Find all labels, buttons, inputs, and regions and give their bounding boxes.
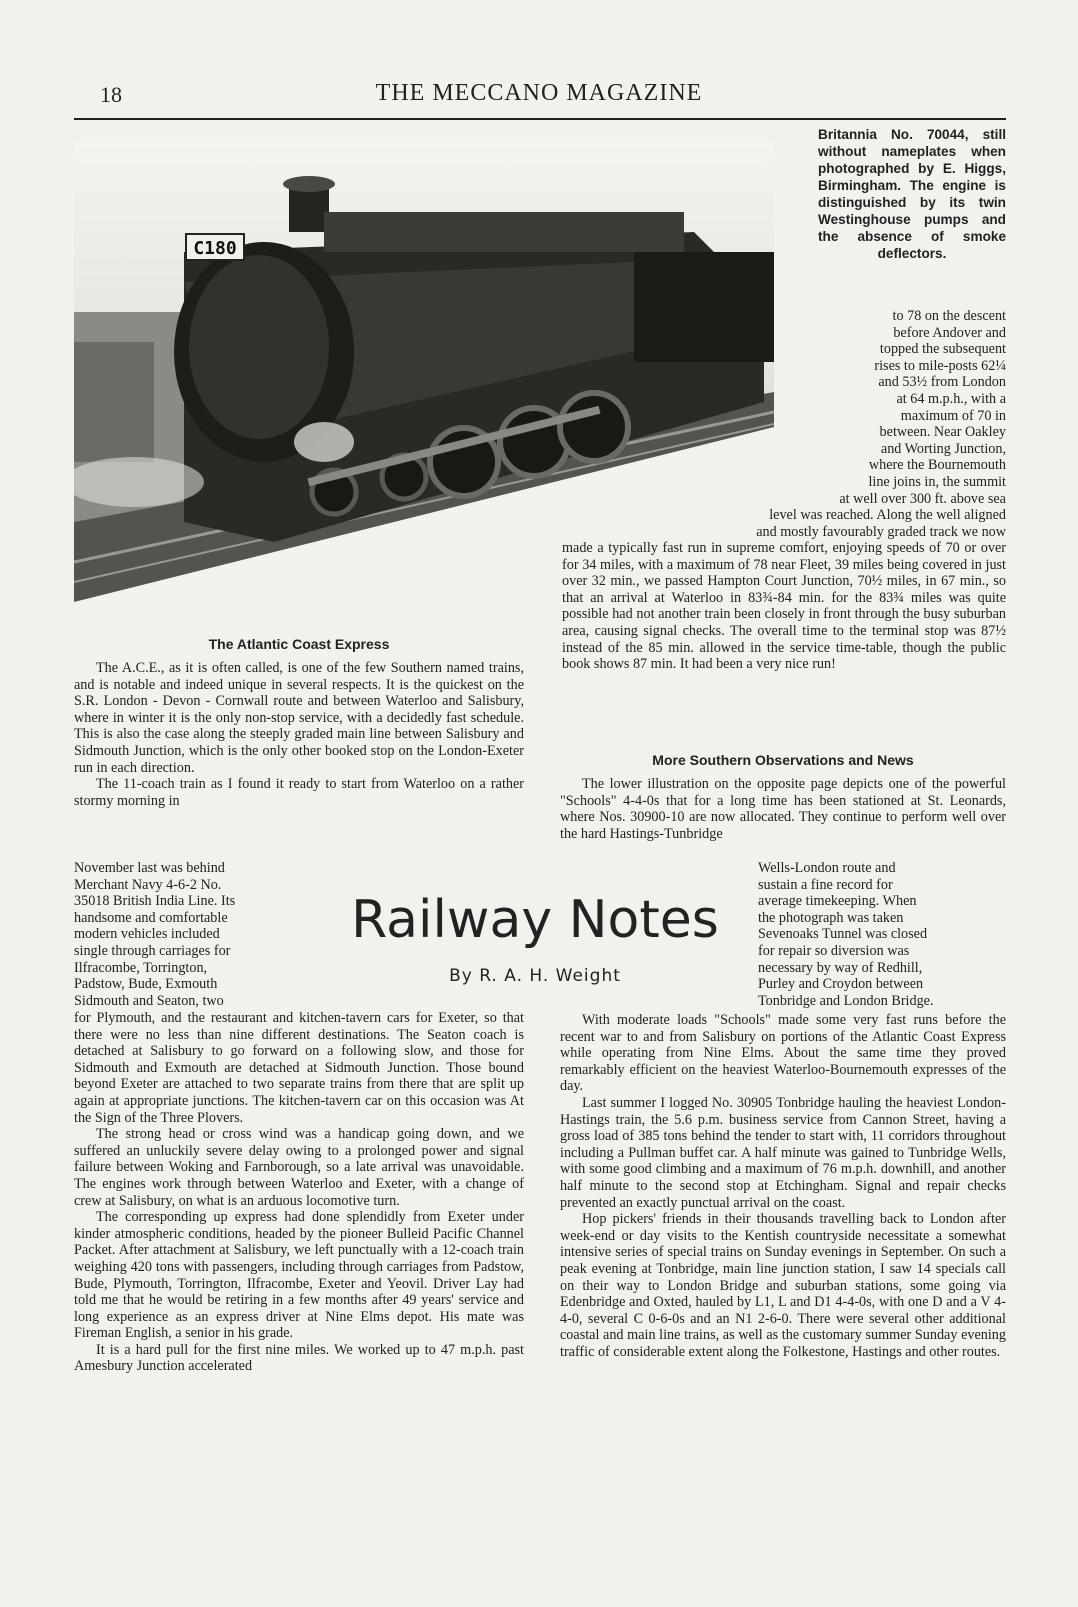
article-title: Railway Notes — [351, 890, 719, 950]
right-column-wrap-text: to 78 on the descent before Andover and topped the subsequent rises to mile-posts 62¼ and 53½ from London at 64 m.p.h., with a maximum of 70 in between. Near Oakley and Worting Junction, where the Bournemouth line joins in, the summit at well over 300 ft. above sea level was reached. Along the well aligned and mostly favourably graded track we now — [756, 308, 1006, 540]
southern-paragraph-3: Last summer I logged No. 30905 Tonbridge hauling the heaviest London-Hastings train, the 5.6 p.m. business service from Cannon Street, having a gross load of 385 tons behind the tender to start with, 11 corridors throughout including a Pullman buffet car. A half minute was gained to Tunbridge Wells, with some good climbing and a maximum of 76 m.p.h. downhill, and another half minute to the second stop at Etchingham. Signal and repair checks prevented an exactly punctual arrival on the coast. — [560, 1094, 1006, 1211]
southern-paragraph-4: Hop pickers' friends in their thousands travelling back to London after week-end or day visits to the Kentish countryside necessitate a somewhat intensive series of special trains on Sunday evenings in September. On such a peak evening at Tonbridge, main line junction station, I saw 14 specials call on their way to London Bridge and suburban stations, some going via Edenbridge and Oxted, hauled by L1, L and D1 4-4-0s, with one D and a V 4-4-0, several C 0-6-0s and an N1 2-6-0. There were several other additional coastal and main line trains, as well as the customary summer Sunday evening traffic of considerable extent along the Folkestone, Hastings and other routes. — [560, 1211, 1006, 1360]
locomotive-number-plate: C180 — [193, 238, 237, 259]
article-byline: By R. A. H. Weight — [449, 966, 621, 986]
section-heading-ace: The Atlantic Coast Express — [208, 636, 390, 652]
left-column-narrow: November last was behind Merchant Navy 4-6-2 No. 35018 British India Line. Its handsome and comfortable modern vehicles included single through carriages for Ilfracombe, Torrington, Padstow, Bude, Exmouth Sidmouth and Seaton, two — [74, 860, 236, 1009]
ace-paragraph-2-rest: for Plymouth, and the restaurant and kitchen-tavern cars for Exeter, so that there were no less than nine different destinations. The Seaton coach is detached at Salisbury to go forward on a following slow, and those for Sidmouth and Exmouth are detached at Sidmouth Junction. Those bound beyond Exeter are attached to two separate trains from there that are split up again at appropriate junctions. The kitchen-tavern car on this occasion was At the Sign of the Three Plovers. — [74, 1010, 524, 1126]
ace-paragraph-2-start: The 11-coach train as I found it ready to start from Waterloo on a rather stormy morning in — [74, 776, 524, 809]
left-column-top — [74, 660, 524, 809]
ace-paragraph-1: The A.C.E., as it is often called, is one of the few Southern named trains, and is notable and indeed unique in several respects. It is the quickest on the S.R. London - Devon - Cornwall route and between Waterloo and Salisbury, where in winter it is the only non-stop service, with a decidedly fast schedule. This is also the case along the steeply graded main line between Salisbury and Sidmouth Junction, which is the only other booked stop on the London-Exeter run in each direction. — [74, 660, 524, 776]
photo-caption: Britannia No. 70044, still without nameplates when photographed by E. Higgs, Birmingham. The engine is distinguished by its twin Westinghouse pumps and the absence of smoke deflectors. — [818, 127, 1006, 261]
left-column-bottom — [74, 1010, 524, 1375]
header-rule — [74, 118, 1006, 120]
right-column-section2-bottom — [560, 1012, 1006, 1360]
right-column-para-run: made a typically fast run in supreme comfort, enjoying speeds of 70 or over for 34 miles, with a maximum of 78 near Fleet, 39 miles being covered in just over 32 min., we passed Hampton Court Junction, 70½ miles, in 67 min., so that an arrival at Waterloo in 83¾-84 min. for the 83¾ miles was quite possible had not another train been closely in front through the busy suburban area, causing signal checks. The overall time to the terminal stop was 87½ instead of the 85 min. allowed in the service time-table, though the public book shows 87 min. It had been a very nice run! — [562, 540, 1006, 673]
ace-paragraph-5: It is a hard pull for the first nine miles. We worked up to 47 m.p.h. past Amesbury Junction accelerated — [74, 1341, 524, 1375]
ace-paragraph-4: The corresponding up express had done splendidly from Exeter under kinder atmospheric conditions, headed by the pioneer Bulleid Pacific Channel Packet. After attachment at Salisbury, we left punctually with a 12-coach train weighing 420 tons with passengers, including through carriages from Padstow, Bude, Plymouth, Torrington, Ilfracombe, Exeter and Yeovil. Driver Lay had told me that he would be retiring in a few months after 49 years' service and long experience as an express driver at Nine Elms depot. His mate was Fireman English, a senior in his grade. — [74, 1209, 524, 1342]
right-column-narrow: Wells-London route and sustain a fine record for average timekeeping. When the photograph was taken Sevenoaks Tunnel was closed for repair so diversion was necessary by way of Redhill, Purley and Croydon between Tonbridge and London Bridge. — [758, 860, 934, 1009]
ace-paragraph-3: The strong head or cross wind was a handicap going down, and we suffered an unluckily severe delay owing to a prolonged power and signal failure between Woking and Farnborough, so a late arrival was unavoidable. The engines work through between Waterloo and Exeter, with a change of crew at Salisbury, on what is an arduous locomotive turn. — [74, 1126, 524, 1209]
southern-paragraph-1-start: The lower illustration on the opposite page depicts one of the powerful "Schools" 4-4-0s that for a long time has been stationed at St. Leonards, where Nos. 30900-10 are now allocated. They continue to perform well over the hard Hastings-Tunbridge — [560, 776, 1006, 842]
right-column-section2-top — [560, 776, 1006, 842]
southern-paragraph-2: With moderate loads "Schools" made some very fast runs before the recent war to and from Salisbury on portions of the Atlantic Coast Express while operating from Nine Elms. About the same time they proved remarkably efficient on the heaviest Waterloo-Bournemouth expresses of the day. — [560, 1012, 1006, 1095]
section-heading-southern: More Southern Observations and News — [652, 752, 914, 768]
page-number: 18 — [100, 82, 122, 107]
magazine-title: THE MECCANO MAGAZINE — [375, 80, 703, 106]
